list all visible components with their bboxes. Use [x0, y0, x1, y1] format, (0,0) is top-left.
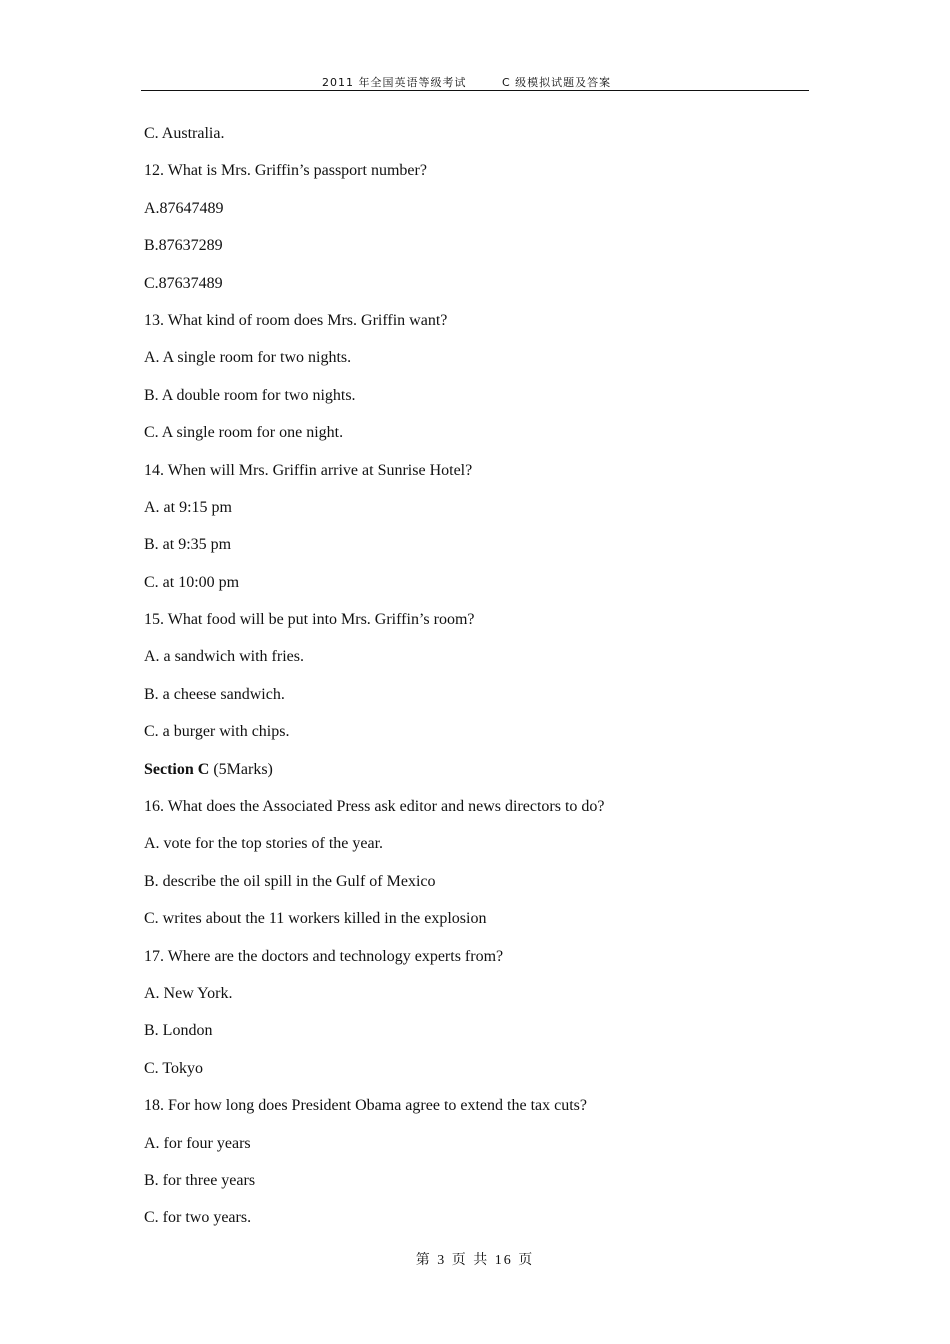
option-17c: C. Tokyo [144, 1059, 204, 1077]
option-15a: A. a sandwich with fries. [144, 648, 304, 666]
question-13: 13. What kind of room does Mrs. Griffin want? [144, 311, 448, 329]
option-17a: A. New York. [144, 984, 233, 1002]
header-exam-subtitle: C 级模拟试题及答案 [502, 76, 612, 89]
question-14: 14. When will Mrs. Griffin arrive at Sunrise Hotel? [144, 461, 473, 479]
option-18a: A. for four years [144, 1134, 251, 1152]
option-16a: A. vote for the top stories of the year. [144, 835, 384, 853]
option-12b: B.87637289 [144, 237, 223, 255]
question-12: 12. What is Mrs. Griffin’s passport number? [144, 162, 427, 180]
question-18: 18. For how long does President Obama agree to extend the tax cuts? [144, 1097, 587, 1115]
option-15b: B. a cheese sandwich. [144, 685, 285, 703]
question-17: 17. Where are the doctors and technology experts from? [144, 947, 504, 965]
option-13b: B. A double room for two nights. [144, 386, 356, 404]
option-13a: A. A single room for two nights. [144, 349, 352, 367]
document-body [144, 124, 804, 1246]
header-exam-title: 2011 年全国英语等级考试 [322, 76, 467, 89]
option-12a: A.87647489 [144, 199, 224, 217]
option-17b: B. London [144, 1022, 213, 1040]
option-12c: C.87637489 [144, 274, 223, 292]
question-16: 16. What does the Associated Press ask editor and news directors to do? [144, 798, 605, 816]
option-14b: B. at 9:35 pm [144, 536, 232, 554]
section-heading [144, 760, 804, 797]
section-marks: (5Marks) [209, 760, 273, 778]
text-line: C. Australia. [144, 125, 225, 142]
option-18b: B. for three years [144, 1171, 256, 1189]
option-16c: C. writes about the 11 workers killed in the explosion [144, 910, 487, 928]
section-title: Section C [144, 760, 210, 778]
option-16b: B. describe the oil spill in the Gulf of Mexico [144, 872, 436, 890]
option-14a: A. at 9:15 pm [144, 498, 232, 516]
option-18c: C. for two years. [144, 1209, 252, 1227]
option-15c: C. a burger with chips. [144, 723, 290, 741]
option-13c: C. A single room for one night. [144, 424, 344, 442]
question-15: 15. What food will be put into Mrs. Griffin’s room? [144, 611, 475, 629]
page-header [141, 72, 809, 91]
page-footer: 第 3 页 共 16 页 [415, 1253, 535, 1268]
option-14c: C. at 10:00 pm [144, 573, 240, 591]
